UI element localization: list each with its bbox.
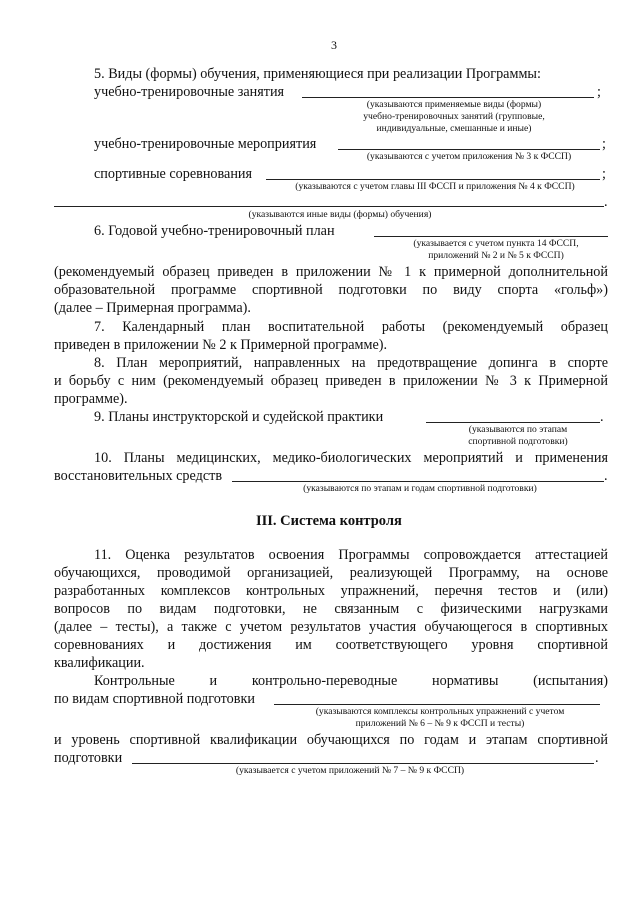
item5-title: 5. Виды (формы) обучения, применяющиеся при реализации Программы: bbox=[94, 66, 541, 82]
text-line: 7. Календарный план воспитательной работы (рекомендуемый образец bbox=[94, 319, 608, 335]
note: (указываются с учетом главы III ФССП и приложения № 4 к ФССП) bbox=[295, 181, 575, 192]
item5-competitions-label: спортивные соревнования bbox=[94, 166, 253, 182]
note: (указывается с учетом пункта 14 ФССП, bbox=[413, 238, 579, 249]
text-line: по видам спортивной подготовки bbox=[54, 691, 255, 707]
period: . bbox=[604, 194, 608, 210]
note: (указываются по этапам bbox=[468, 424, 568, 435]
note: приложений № 6 – № 9 к ФССП и тесты) bbox=[355, 718, 525, 729]
text-line: восстановительных средств bbox=[54, 468, 223, 484]
page-number: 3 bbox=[331, 38, 337, 52]
note: учебно-тренировочных занятий (групповые, bbox=[363, 111, 545, 122]
period: . bbox=[595, 750, 599, 766]
fill-line bbox=[302, 97, 594, 98]
note: спортивной подготовки) bbox=[468, 436, 568, 447]
text-line: обучающихся, проводимой организацией, реализующей Программу, на основе bbox=[54, 565, 608, 581]
text-line: Контрольные и контрольно-переводные нормативы (испытания) bbox=[94, 673, 608, 689]
fill-line bbox=[426, 422, 600, 423]
fill-line bbox=[132, 763, 594, 764]
text-line: (рекомендуемый образец приведен в приложении № 1 к примерной дополнительной bbox=[54, 264, 608, 280]
note: (указываются по этапам и годам спортивной подготовки) bbox=[303, 483, 537, 494]
text-line: разработанных комплексов контрольных упражнений, перечня тестов и (или) bbox=[54, 583, 608, 599]
text-line: (далее – Примерная программа). bbox=[54, 300, 251, 316]
item5-training-events-label: учебно-тренировочные мероприятия bbox=[94, 136, 317, 152]
text-line: 8. План мероприятий, направленных на предотвращение допинга в спорте bbox=[94, 355, 608, 371]
note: приложений № 2 и № 5 к ФССП) bbox=[428, 250, 564, 261]
text-line: подготовки bbox=[54, 750, 123, 766]
note: (указываются с учетом приложения № 3 к ФССП) bbox=[366, 151, 572, 162]
text-line: соревнованиях и достижения им соответствующего уровня спортивной bbox=[54, 637, 608, 653]
semicolon: ; bbox=[602, 136, 606, 152]
text-line: 11. Оценка результатов освоения Программы сопровождается аттестацией bbox=[94, 547, 608, 563]
item5-training-sessions-label: учебно-тренировочные занятия bbox=[94, 84, 285, 100]
text-line: (далее – тесты), а также с учетом результатов участия обучающегося в спортивных bbox=[54, 619, 608, 635]
fill-line bbox=[232, 481, 604, 482]
text-line: образовательной программе спортивной подготовки по виду спорта «гольф») bbox=[54, 282, 608, 298]
period: . bbox=[604, 468, 608, 484]
note: (указываются комплексы контрольных упражнений с учетом bbox=[315, 706, 565, 717]
note: (указываются применяемые виды (формы) bbox=[366, 99, 542, 110]
fill-line bbox=[374, 236, 608, 237]
text-line: квалификации. bbox=[54, 655, 145, 671]
text-line: 10. Планы медицинских, медико-биологических мероприятий и применения bbox=[94, 450, 608, 466]
text-line: и борьбу с ним (рекомендуемый образец приведен в приложении № 3 к Примерной bbox=[54, 373, 608, 389]
semicolon: ; bbox=[597, 84, 601, 100]
text-line: и уровень спортивной квалификации обучающихся по годам и этапам спортивной bbox=[54, 732, 608, 748]
fill-line bbox=[266, 179, 600, 180]
item6-title: 6. Годовой учебно-тренировочный план bbox=[94, 223, 335, 239]
item9-title: 9. Планы инструкторской и судейской практики bbox=[94, 409, 384, 425]
period: . bbox=[600, 409, 604, 425]
fill-line bbox=[274, 704, 600, 705]
text-line: приведен в приложении № 2 к Примерной программе). bbox=[54, 337, 388, 353]
text-line: программе). bbox=[54, 391, 128, 407]
fill-line bbox=[54, 206, 604, 207]
note: (указываются иные виды (формы) обучения) bbox=[248, 209, 432, 220]
section-heading: III. Система контроля bbox=[256, 513, 402, 529]
text-line: вопросов по видам подготовки, не связанным с физическими нагрузками bbox=[54, 601, 608, 617]
note: (указывается с учетом приложений № 7 – № 9 к ФССП) bbox=[235, 765, 465, 776]
semicolon: ; bbox=[602, 166, 606, 182]
note: индивидуальные, смешанные и иные) bbox=[376, 123, 532, 134]
fill-line bbox=[338, 149, 600, 150]
